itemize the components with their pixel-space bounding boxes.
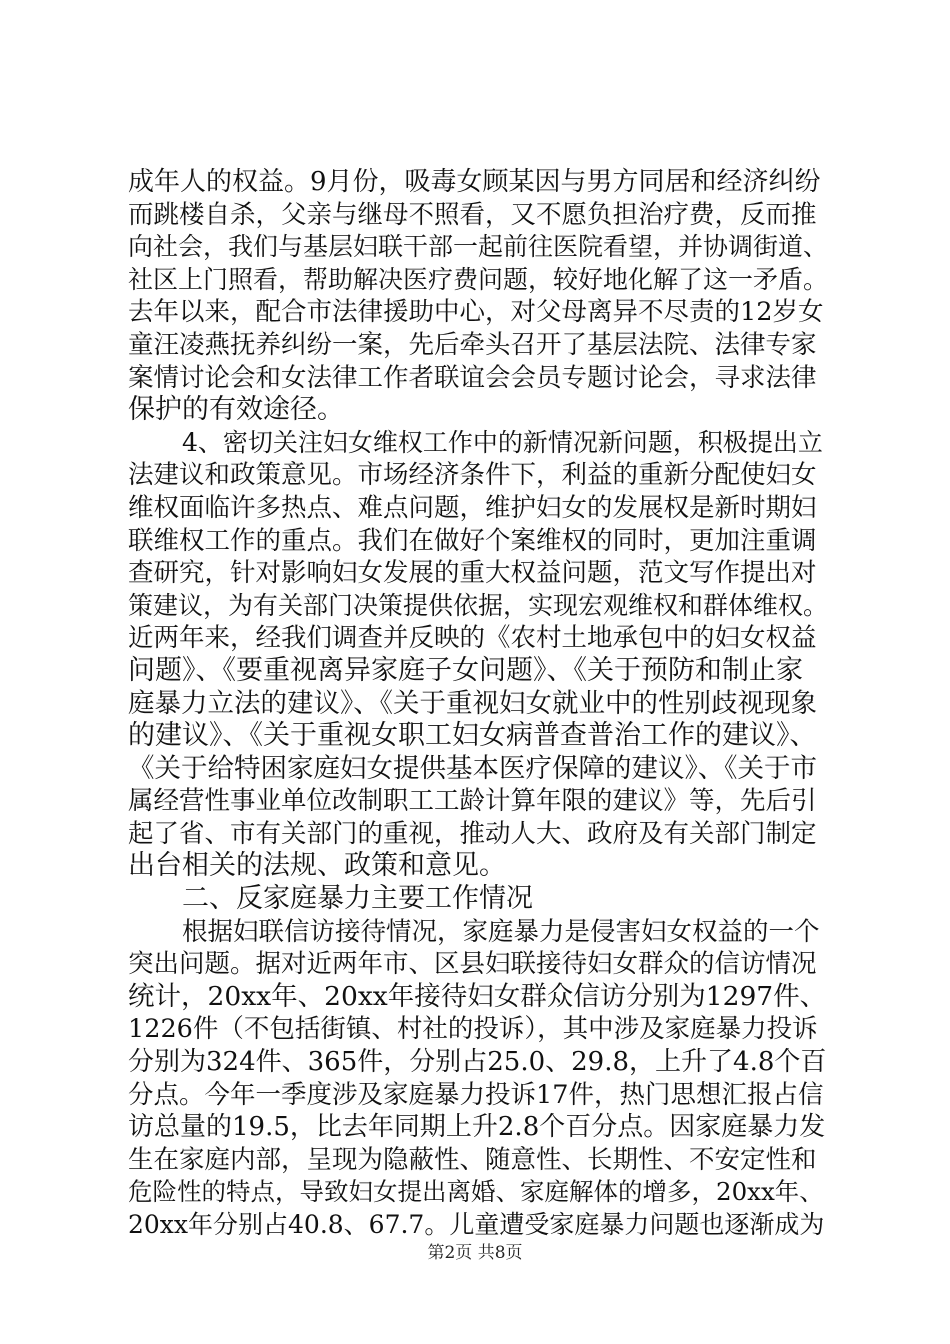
text-line: 统计，20xx年、20xx年接待妇女群众信访分别为1297件、 [128, 980, 827, 1012]
text-line: 保护的有效途径。 [128, 394, 344, 426]
text-line: 案情讨论会和女法律工作者联谊会会员专题讨论会，寻求法律 [128, 362, 817, 393]
text-line: 访总量的19.5，比去年同期上升2.8个百分点。因家庭暴力发 [128, 1112, 826, 1143]
text-line: 1226件（不包括街镇、村社的投诉），其中涉及家庭暴力投诉 [128, 1014, 818, 1045]
text-line: 法建议和政策意见。市场经济条件下，利益的重新分配使妇女 [128, 460, 817, 491]
text-line: 的建议》、《关于重视女职工妇女病普查普治工作的建议》、 [128, 720, 817, 752]
page-footer: 第2页 共8页 [427, 1243, 523, 1263]
text-line: 策建议，为有关部门决策提供依据，实现宏观维权和群体维权。 [128, 590, 829, 620]
text-line: 庭暴力立法的建议》、《关于重视妇女就业中的性别歧视现象 [128, 687, 817, 719]
text-line: 成年人的权益。9月份，吸毒女顾某因与男方同居和经济纠纷 [128, 167, 821, 197]
document-body [128, 166, 828, 1242]
text-line: 属经营性事业单位改制职工工龄计算年限的建议》等，先后引 [128, 786, 817, 817]
text-line: 分别为324件、365件，分别占25.0、29.8，上升了4.8个百 [128, 1047, 827, 1078]
text-line: 近两年来，经我们调查并反映的《农村土地承包中的妇女权益 [128, 623, 817, 654]
text-line: 社区上门照看，帮助解决医疗费问题，较好地化解了这一矛盾。 [128, 264, 829, 294]
text-line: 去年以来，配合市法律援助中心，对父母离异不尽责的12岁女 [128, 297, 824, 328]
text-line: 《关于给特困家庭妇女提供基本医疗保障的建议》、《关于市 [128, 752, 817, 784]
text-line: 二、反家庭暴力主要工作情况 [182, 883, 533, 915]
text-line: 联维权工作的重点。我们在做好个案维权的同时，更加注重调 [128, 525, 817, 556]
text-line: 起了省、市有关部门的重视，推动人大、政府及有关部门制定 [128, 818, 817, 849]
text-line: 危险性的特点，导致妇女提出离婚、家庭解体的增多，20xx年、 [128, 1177, 824, 1207]
text-line: 分点。今年一季度涉及家庭暴力投诉17件，热门思想汇报占信 [128, 1079, 824, 1110]
text-line: 根据妇联信访接待情况，家庭暴力是侵害妇女权益的一个 [182, 916, 820, 947]
text-line: 生在家庭内部，呈现为隐蔽性、随意性、长期性、不安定性和 [128, 1144, 817, 1175]
text-line: 童汪凌燕抚养纠纷一案，先后牵头召开了基层法院、法律专家 [128, 329, 817, 360]
text-line: 查研究，针对影响妇女发展的重大权益问题，范文写作提出对 [128, 558, 817, 589]
text-line: 向社会，我们与基层妇联干部一起前往医院看望，并协调街道、 [128, 232, 829, 262]
text-line: 问题》、《要重视离异家庭子女问题》、《关于预防和制止家 [128, 654, 803, 686]
text-line: 4、密切关注妇女维权工作中的新情况新问题，积极提出立 [182, 427, 823, 457]
text-line: 出台相关的法规、政策和意见。 [128, 850, 506, 882]
text-line: 维权面临许多热点、难点问题，维护妇女的发展权是新时期妇 [128, 492, 817, 523]
text-line: 突出问题。据对近两年市、区县妇联接待妇女群众的信访情况 [128, 949, 817, 980]
text-line: 而跳楼自杀，父亲与继母不照看，又不愿负担治疗费，反而推 [128, 199, 817, 230]
text-line: 20xx年分别占40.8、67.7。儿童遭受家庭暴力问题也逐渐成为 [128, 1210, 825, 1239]
